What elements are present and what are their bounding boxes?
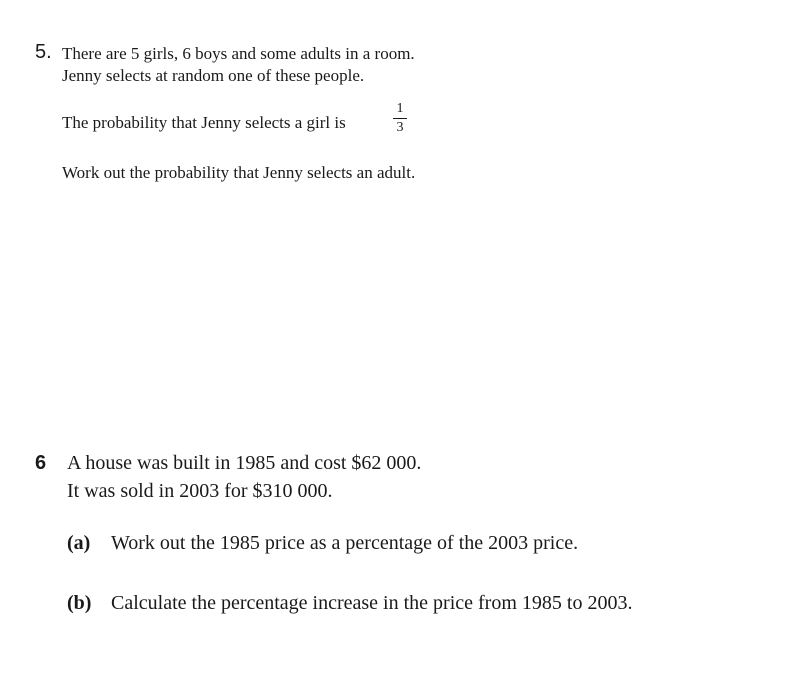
part-a-label: (a) bbox=[67, 532, 91, 554]
part-b-label: (b) bbox=[67, 592, 92, 614]
part-b-text: Calculate the percentage increase in the price from 1985 to 2003. bbox=[111, 592, 633, 614]
question-6-line-1: A house was built in 1985 and cost $62 000. bbox=[67, 452, 422, 474]
question-6-part-b bbox=[67, 592, 632, 615]
question-5-line-4: Work out the probability that Jenny selects an adult. bbox=[62, 163, 416, 182]
question-6-line-2: It was sold in 2003 for $310 000. bbox=[67, 480, 333, 502]
fraction-denominator: 3 bbox=[396, 120, 404, 135]
question-6-number: 6 bbox=[35, 452, 47, 474]
question-6-part-a bbox=[67, 532, 578, 555]
probability-fraction bbox=[393, 102, 407, 135]
question-5-number: 5. bbox=[35, 41, 52, 63]
fraction-bar bbox=[393, 118, 407, 119]
part-a-text: Work out the 1985 price as a percentage of the 2003 price. bbox=[111, 532, 579, 554]
question-5-line-2: Jenny selects at random one of these people. bbox=[62, 66, 365, 85]
question-5-line-3: The probability that Jenny selects a girl is bbox=[62, 113, 346, 132]
fraction-numerator: 1 bbox=[396, 101, 404, 116]
question-5-line-1: There are 5 girls, 6 boys and some adults in a room. bbox=[62, 44, 415, 63]
